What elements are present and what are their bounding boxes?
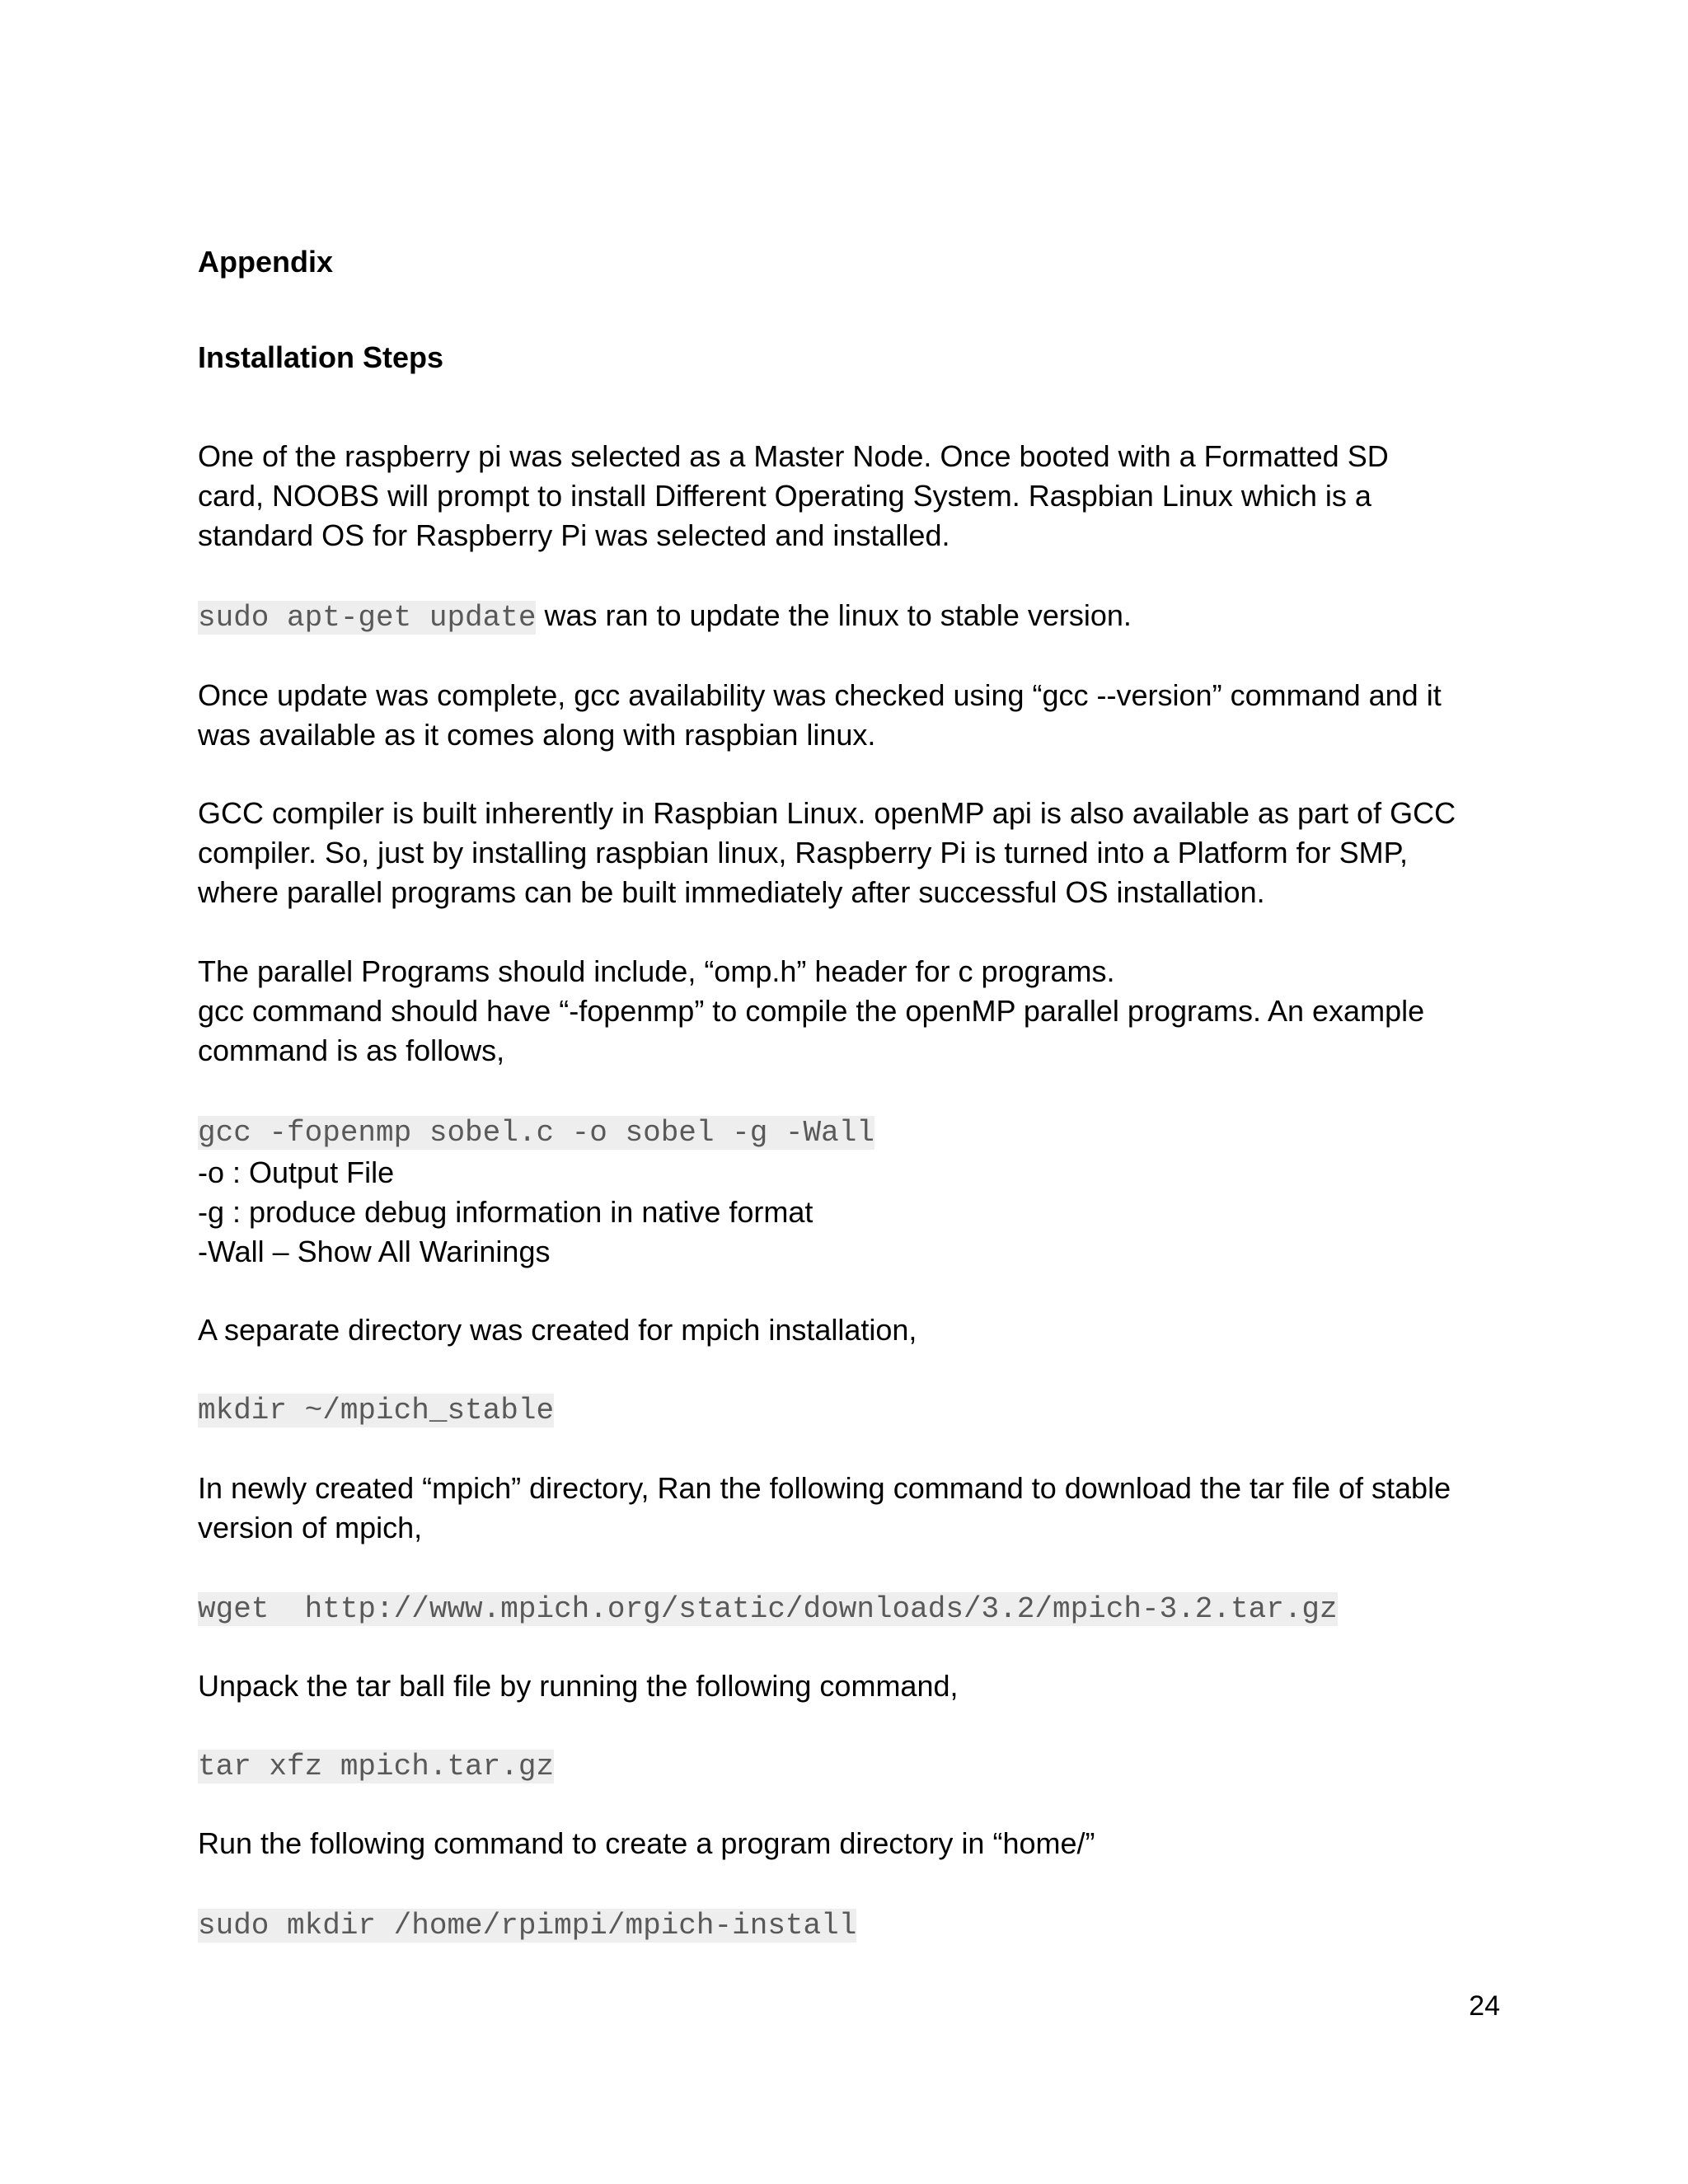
paragraph-line: compiler. So, just by installing raspbian linux, Raspberry Pi is turned into a Platform for SMP, bbox=[198, 836, 1409, 869]
paragraph-text: was ran to update the linux to stable version. bbox=[536, 598, 1132, 632]
paragraph-line: Once update was complete, gcc availability was checked using “gcc --version” command and it bbox=[198, 678, 1442, 712]
code-mkdir-mpich-stable: mkdir ~/mpich_stable bbox=[198, 1394, 555, 1427]
paragraph-download-mpich bbox=[198, 1469, 1517, 1548]
code-gcc-fopenmp: gcc -fopenmp sobel.c -o sobel -g -Wall bbox=[198, 1116, 874, 1150]
paragraph-parallel-programs bbox=[198, 952, 1517, 1071]
paragraph-line: version of mpich, bbox=[198, 1511, 423, 1544]
paragraph-line: standard OS for Raspberry Pi was selected and installed. bbox=[198, 518, 950, 552]
paragraph-line: GCC compiler is built inherently in Raspbian Linux. openMP api is also available as part of GCC bbox=[198, 796, 1456, 830]
paragraph-line: In newly created “mpich” directory, Ran the following command to download the tar file of stable bbox=[198, 1471, 1451, 1505]
paragraph-line: was available as it comes along with raspbian linux. bbox=[198, 718, 876, 752]
page-number: 24 bbox=[1469, 1990, 1500, 2022]
option-line-output: -o : Output File bbox=[198, 1155, 395, 1189]
paragraph-gcc-version bbox=[198, 676, 1517, 755]
installation-steps-heading: Installation Steps bbox=[198, 340, 444, 374]
code-block-mkdir bbox=[198, 1389, 1517, 1431]
code-block-tar bbox=[198, 1745, 1517, 1787]
code-block-sudo-mkdir bbox=[198, 1904, 1517, 1946]
option-line-wall: -Wall – Show All Warinings bbox=[198, 1235, 551, 1268]
paragraph-gcc-command bbox=[198, 1111, 1517, 1272]
code-tar-xfz: tar xfz mpich.tar.gz bbox=[198, 1750, 555, 1783]
code-apt-get-update: sudo apt-get update bbox=[198, 601, 537, 635]
paragraph-line: One of the raspberry pi was selected as a Master Node. Once booted with a Formatted SD bbox=[198, 439, 1389, 473]
paragraph-master-node bbox=[198, 437, 1517, 555]
paragraph-line: The parallel Programs should include, “omp.h” header for c programs. bbox=[198, 954, 1115, 988]
paragraph-line: gcc command should have “-fopenmp” to compile the openMP parallel programs. An example bbox=[198, 994, 1425, 1028]
paragraph-line: command is as follows, bbox=[198, 1033, 505, 1067]
paragraph-program-directory: Run the following command to create a program directory in “home/” bbox=[198, 1826, 1095, 1860]
paragraph-apt-update bbox=[198, 596, 1517, 638]
code-sudo-mkdir-install: sudo mkdir /home/rpimpi/mpich-install bbox=[198, 1909, 857, 1943]
code-block-wget bbox=[198, 1587, 1517, 1629]
paragraph-mpich-directory: A separate directory was created for mpich installation, bbox=[198, 1313, 917, 1347]
paragraph-line: where parallel programs can be built immediately after successful OS installation. bbox=[198, 875, 1265, 909]
option-line-debug: -g : produce debug information in native format bbox=[198, 1195, 814, 1229]
code-wget-mpich: wget http://www.mpich.org/static/downloads/3.2/mpich-3.2.tar.gz bbox=[198, 1592, 1338, 1626]
paragraph-unpack: Unpack the tar ball file by running the following command, bbox=[198, 1669, 959, 1703]
paragraph-gcc-compiler bbox=[198, 794, 1517, 912]
appendix-heading: Appendix bbox=[198, 245, 334, 279]
paragraph-line: card, NOOBS will prompt to install Different Operating System. Raspbian Linux which is a bbox=[198, 479, 1372, 513]
